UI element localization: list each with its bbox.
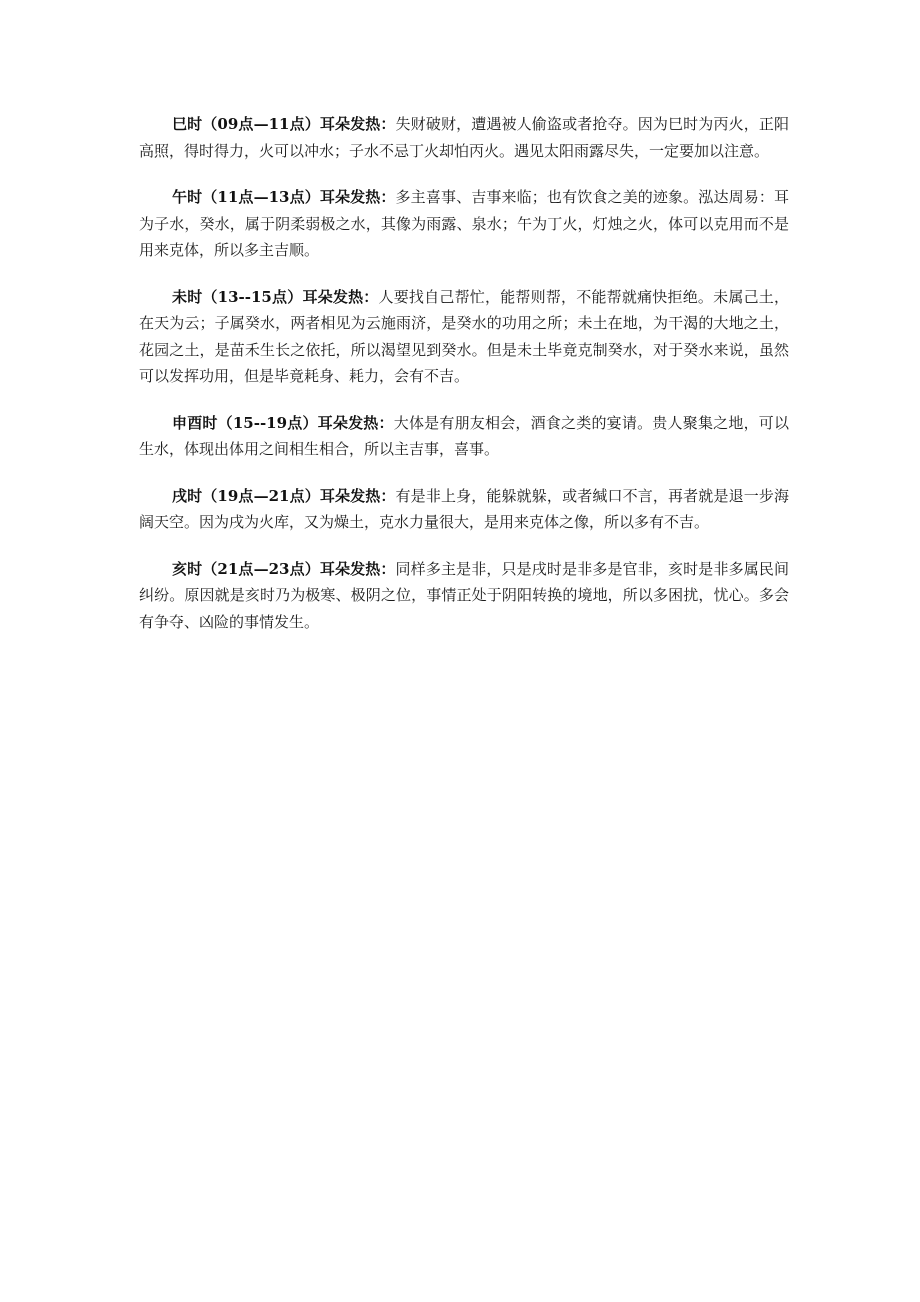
paragraph-text: 多主喜事、吉事来临；也有饮食之美的迹象。泓达周易：耳为子水，癸水，属于阴柔弱极之水，其像为雨露、泉水；午为丁火，灯烛之火，体可以克用而不是用来克体，所以多主吉顺。 [139,188,789,259]
paragraph-wei-shi [139,284,789,390]
paragraph-text: 失财破财，遭遇被人偷盗或者抢夺。因为巳时为丙火，正阳高照，得时得力，火可以冲水；子水不忌丁火却怕丙火。遇见太阳雨露尽失，一定要加以注意。 [139,115,789,160]
document-body [139,111,789,655]
paragraph-shen-you-shi [139,410,789,463]
paragraph-heading: 未时（13--15点）耳朵发热： [172,287,379,306]
paragraph-text: 同样多主是非，只是戌时是非多是官非，亥时是非多属民间纠纷。原因就是亥时乃为极寒、极阴之位，事情正处于阴阳转换的境地，所以多困扰，忧心。多会有争夺、凶险的事情发生。 [139,559,789,631]
paragraph-heading: 戌时（19点—21点）耳朵发热： [172,486,396,505]
paragraph-text: 有是非上身，能躲就躲，或者缄口不言，再者就是退一步海阔天空。因为戌为火库，又为燥土，克水力量很大，是用来克体之像，所以多有不吉。 [139,486,789,531]
paragraph-heading: 申酉时（15--19点）耳朵发热： [172,413,394,432]
paragraph-xu-shi [139,483,789,536]
paragraph-text: 人要找自己帮忙，能帮则帮，不能帮就痛快拒绝。未属己土，在天为云；子属癸水，两者相见为云施雨济，是癸水的功用之所；未土在地，为干渴的大地之土，花园之土，是苗禾生长之依托，所以渴望见到癸水。但是未土毕竟克制癸水，对于癸水来说，虽然可以发挥功用，但是毕竟耗身、耗力，会有不吉。 [139,287,789,385]
paragraph-heading: 亥时（21点—23点）耳朵发热： [172,559,396,578]
paragraph-heading: 巳时（09点—11点）耳朵发热： [172,115,396,133]
paragraph-text: 大体是有朋友相会，酒食之类的宴请。贵人聚集之地，可以生水，体现出体用之间相生相合，所以主吉事，喜事。 [139,413,789,458]
paragraph-heading: 午时（11点—13点）耳朵发热： [172,188,396,206]
paragraph-wu-shi [139,184,789,264]
paragraph-hai-shi [139,556,789,636]
paragraph-si-shi [139,111,789,164]
